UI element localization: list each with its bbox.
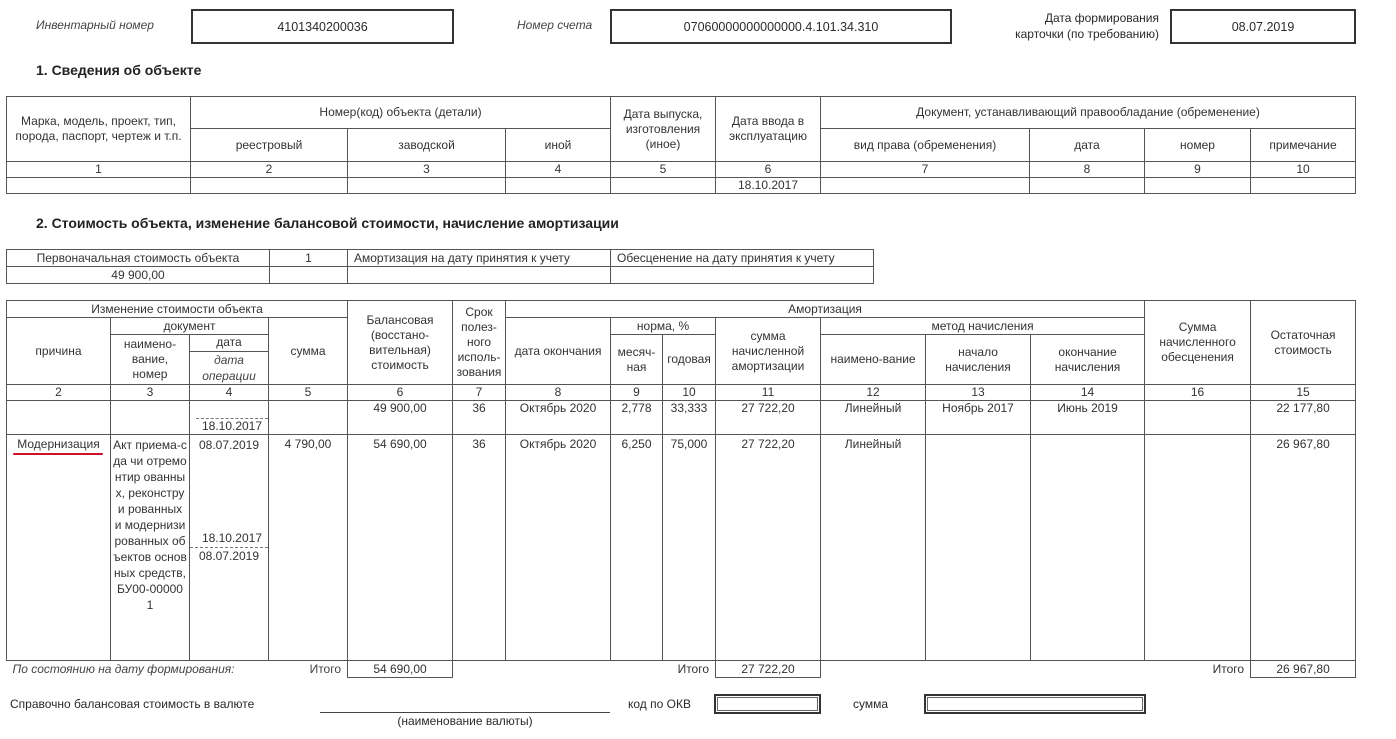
inventory-number-label: Инвентарный номер bbox=[36, 18, 154, 32]
month-norm-value: 2,778 bbox=[611, 401, 663, 435]
col-num: 12 bbox=[821, 385, 926, 401]
col-num: 10 bbox=[663, 385, 716, 401]
balance-value: 49 900,00 bbox=[348, 401, 453, 435]
col-num: 9 bbox=[1145, 162, 1251, 178]
reason-cell bbox=[7, 435, 111, 661]
table-row bbox=[7, 435, 1356, 661]
account-number-field: 07060000000000000.4.101.34.310 bbox=[610, 9, 952, 44]
residual-value: 26 967,80 bbox=[1251, 435, 1356, 661]
okv-field bbox=[714, 694, 821, 714]
term-value: 36 bbox=[453, 401, 506, 435]
total-label: Итого bbox=[1212, 661, 1245, 676]
col-num: 6 bbox=[716, 162, 821, 178]
total-balance: 54 690,00 bbox=[348, 661, 453, 678]
currency-line bbox=[320, 712, 610, 713]
col-right-kind: вид права (обременения) bbox=[821, 129, 1030, 162]
col-other: иной bbox=[506, 129, 611, 162]
col-num: 2 bbox=[191, 162, 348, 178]
reason-value: Модернизация bbox=[17, 437, 100, 451]
col-commission-date: Дата ввода в эксплуатацию bbox=[716, 97, 821, 162]
op-date-value: 18.10.2017 bbox=[196, 418, 268, 434]
h-year: годовая bbox=[663, 335, 716, 385]
col-note: примечание bbox=[1251, 129, 1356, 162]
initial-cost-value: 49 900,00 bbox=[7, 267, 270, 284]
initial-cost-table bbox=[6, 249, 874, 284]
month-norm-value: 6,250 bbox=[611, 435, 663, 661]
col-num: 11 bbox=[716, 385, 821, 401]
accrued-value: 27 722,20 bbox=[716, 401, 821, 435]
account-number-label: Номер счета bbox=[517, 18, 593, 32]
col-num: 8 bbox=[506, 385, 611, 401]
balance-value: 54 690,00 bbox=[348, 435, 453, 661]
col-doc-group: Документ, устанавливающий правообладание (обременение) bbox=[821, 97, 1356, 129]
sum-field bbox=[924, 694, 1146, 714]
total-label: Итого bbox=[677, 661, 710, 676]
col-num: 4 bbox=[506, 162, 611, 178]
h-method-name: наимено-вание bbox=[821, 335, 926, 385]
h-change: Изменение стоимости объекта bbox=[7, 301, 348, 318]
col-doc-number: номер bbox=[1145, 129, 1251, 162]
state-date-label: По состоянию на дату формирования: Итого bbox=[7, 661, 348, 678]
col-num: 16 bbox=[1145, 385, 1251, 401]
doc-date-value: 08.07.2019 bbox=[198, 438, 260, 452]
col-num: 14 bbox=[1031, 385, 1145, 401]
object-info-table bbox=[6, 96, 1356, 194]
h-doc-name: наимено-вание, номер bbox=[111, 335, 190, 385]
h-balance: Балансовая (восстано-вительная) стоимость bbox=[348, 301, 453, 385]
h-amortization: Амортизация bbox=[506, 301, 1145, 318]
col-num: 3 bbox=[348, 162, 506, 178]
reason-underline bbox=[13, 453, 103, 455]
year-norm-value: 75,000 bbox=[663, 435, 716, 661]
h-document: документ bbox=[111, 318, 269, 335]
h-residual: Остаточная стоимость bbox=[1251, 301, 1356, 385]
currency-caption: (наименование валюты) bbox=[397, 714, 533, 728]
col-num: 7 bbox=[821, 162, 1030, 178]
table-row bbox=[7, 401, 1356, 435]
op-date-value: 18.10.2017 bbox=[201, 531, 262, 545]
col-num: 9 bbox=[611, 385, 663, 401]
col-num: 10 bbox=[1251, 162, 1356, 178]
col-num: 13 bbox=[926, 385, 1031, 401]
impairment-at-acceptance-label: Обесценение на дату принятия к учету bbox=[611, 250, 874, 267]
card-date-label-2: карточки (по требованию) bbox=[1015, 27, 1159, 41]
h-reason: причина bbox=[7, 318, 111, 385]
end-date-value: Октябрь 2020 bbox=[506, 435, 611, 661]
col-num: 4 bbox=[190, 385, 269, 401]
col-num: 6 bbox=[348, 385, 453, 401]
col-num: 8 bbox=[1030, 162, 1145, 178]
section-1-title: 1. Сведения об объекте bbox=[36, 62, 202, 78]
cost-change-table bbox=[6, 300, 1356, 678]
method-start-value: Ноябрь 2017 bbox=[926, 401, 1031, 435]
col-num: 3 bbox=[111, 385, 190, 401]
initial-cost-code: 1 bbox=[270, 250, 348, 267]
section-2-title: 2. Стоимость объекта, изменение балансовой стоимости, начисление амортизации bbox=[36, 215, 619, 231]
initial-cost-label: Первоначальная стоимость объекта bbox=[7, 250, 270, 267]
col-brand: Марка, модель, проект, тип, порода, паспорт, чертеж и т.п. bbox=[7, 97, 191, 162]
h-method: метод начисления bbox=[821, 318, 1145, 335]
end-date-value: Октябрь 2020 bbox=[506, 401, 611, 435]
okv-label: код по ОКВ bbox=[628, 697, 691, 711]
method-value: Линейный bbox=[821, 435, 926, 661]
total-accrued: 27 722,20 bbox=[716, 661, 821, 678]
col-num: 5 bbox=[611, 162, 716, 178]
method-end-value: Июнь 2019 bbox=[1031, 401, 1145, 435]
total-residual: 26 967,80 bbox=[1251, 661, 1356, 678]
h-op-date: дата операции bbox=[202, 353, 256, 383]
residual-value: 22 177,80 bbox=[1251, 401, 1356, 435]
accrued-value: 27 722,20 bbox=[716, 435, 821, 661]
total-label: Итого bbox=[309, 661, 342, 676]
col-num: 7 bbox=[453, 385, 506, 401]
col-release-date: Дата выпуска, изготовления (иное) bbox=[611, 97, 716, 162]
sum-label: сумма bbox=[853, 697, 889, 711]
sum-value: 4 790,00 bbox=[269, 435, 348, 661]
h-accrued: сумма начисленной амортизации bbox=[716, 318, 821, 385]
h-end-date: дата окончания bbox=[506, 318, 611, 385]
term-value: 36 bbox=[453, 435, 506, 661]
col-factory: заводской bbox=[348, 129, 506, 162]
h-impairment: Сумма начисленного обесценения bbox=[1145, 301, 1251, 385]
card-date-field: 08.07.2019 bbox=[1170, 9, 1356, 44]
col-num: 2 bbox=[7, 385, 111, 401]
amortization-at-acceptance-label: Амортизация на дату принятия к учету bbox=[348, 250, 611, 267]
col-num: 15 bbox=[1251, 385, 1356, 401]
col-num: 5 bbox=[269, 385, 348, 401]
doc-date-value-2: 08.07.2019 bbox=[190, 547, 268, 564]
col-doc-date: дата bbox=[1030, 129, 1145, 162]
year-norm-value: 33,333 bbox=[663, 401, 716, 435]
h-method-start: начало начисления bbox=[926, 335, 1031, 385]
h-method-end: окончание начисления bbox=[1031, 335, 1145, 385]
h-sum: сумма bbox=[269, 318, 348, 385]
commission-date-value: 18.10.2017 bbox=[716, 178, 821, 194]
h-norm: норма, % bbox=[611, 318, 716, 335]
method-value: Линейный bbox=[821, 401, 926, 435]
h-term: Срок полез-ного исполь-зования bbox=[453, 301, 506, 385]
card-date-label-1: Дата формирования bbox=[1044, 11, 1159, 25]
col-number-group: Номер(код) объекта (детали) bbox=[191, 97, 611, 129]
h-month: месяч-ная bbox=[611, 335, 663, 385]
h-doc-date: дата дата операции bbox=[190, 335, 269, 385]
col-registry: реестровый bbox=[191, 129, 348, 162]
col-num: 1 bbox=[7, 162, 191, 178]
inventory-number-field: 4101340200036 bbox=[191, 9, 454, 44]
reference-balance-label: Справочно балансовая стоимость в валюте bbox=[10, 697, 255, 711]
doc-name-value: Акт приема-сда чи отремонтир ованных, реконструи рованных и модернизи рованных объектов основных средств, БУ00-00000 1 bbox=[111, 435, 190, 661]
